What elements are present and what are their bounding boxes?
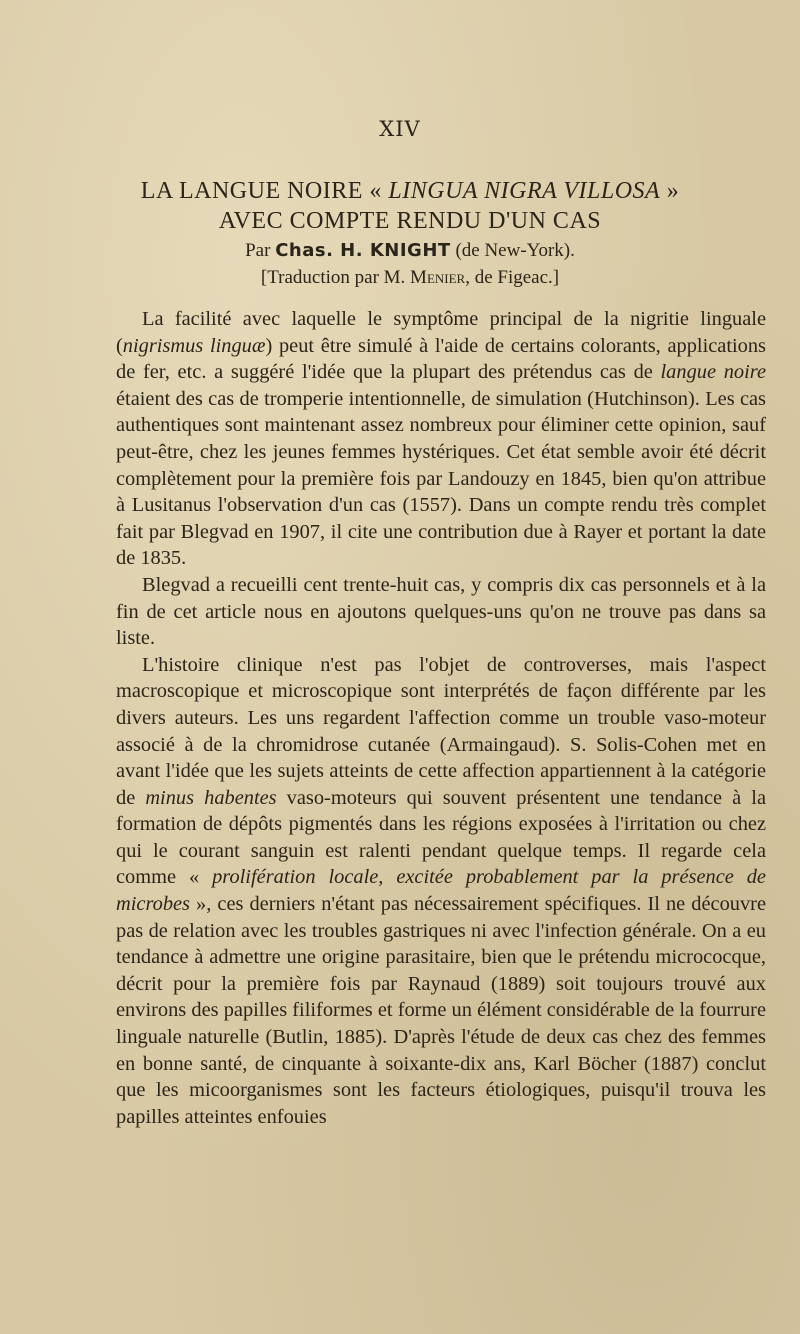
- paragraph-3: [116, 652, 766, 1131]
- paragraph-3-italic-term: minus habentes: [145, 786, 277, 809]
- byline-prefix: Par: [245, 240, 276, 261]
- article-title-line-2: AVEC COMPTE RENDU D'UN CAS: [218, 208, 602, 234]
- title-prefix: LA LANGUE NOIRE «: [140, 178, 389, 204]
- article-header: [110, 176, 710, 292]
- paragraph-1: [116, 306, 766, 572]
- paragraph-3-text-c: vaso-moteurs qui souvent présentent une tendance à la formation de dépôts pigmentés dans les régions exposées à l'irritation ou chez qui le courant sanguin est ralenti pendant quelque temps. Il regarde cela comme «: [116, 786, 767, 889]
- paragraph-3-text-e: », ces derniers n'étant pas nécessairement spécifiques. Il ne découvre pas de relation avec les troubles gastriques ni avec l'infection générale. On a eu tendance à admettre une origine parasitaire, bien que le prétendu micrococque, décrit pour la première fois par Raynaud (1889) soit toujours trouvé aux environs des papilles filiformes et forme un élément considérable de la fourrure linguale naturelle (Butlin, 1885). D'après l'étude de deux cas chez des femmes en bonne santé, de cinquante à soixante-dix ans, Karl Böcher (1887) conclut que les micoorganismes sont les facteurs étiologiques, puisqu'il trouva les papilles atteintes enfouies: [116, 893, 766, 1128]
- author-name: Chas. H. KNIGHT: [275, 240, 451, 261]
- translator-prefix: [Traduction par M.: [260, 267, 411, 288]
- title-italic-latin: LINGUA NIGRA VILLOSA: [388, 178, 661, 204]
- paragraph-1-italic-term: langue noire: [660, 361, 766, 384]
- article-title-line-1: [110, 176, 710, 206]
- paragraph-1-italic-latin: nigrismus linguæ: [122, 334, 266, 357]
- paragraph-3-italic-quote: prolifération locale, excitée probablement par la présence de microbes: [116, 866, 766, 916]
- translator-name: Menier: [410, 267, 466, 288]
- byline: [110, 238, 710, 264]
- byline-suffix: (de New-York).: [450, 240, 575, 261]
- paragraph-1-text-c: ) peut être simulé à l'aide de certains colorants, applications de fer, etc. a suggéré l'idée que la plupart des prétendus cas de: [116, 334, 766, 384]
- paragraph-3-text-a: L'histoire clinique n'est pas l'objet de controverses, mais l'aspect macroscopique et microscopique sont interprétés de façon différente par les divers auteurs. Les uns regardent l'affection comme un trouble vaso-moteur associé à de la chromidrose cutanée (Armaingaud). S. Solis-Cohen met en avant l'idée que les sujets atteints de cette affection appartiennent à la catégorie de: [116, 653, 766, 809]
- paragraph-1-text-e: étaient des cas de tromperie intentionnelle, de simulation (Hutchinson). Les cas authentiques sont maintenant assez nombreux pour éliminer cette opinion, sauf peut-être, chez les jeunes femmes hystériques. Cet état semble avoir été décrit complètement pour la première fois par Landouzy en 1845, bien qu'on attribue à Lusitanus l'observation d'un cas (1557). Dans un compte rendu très complet fait par Blegvad en 1907, il cite une contribution due à Rayer et portant la date de 1835.: [116, 387, 766, 570]
- title-suffix: »: [660, 178, 680, 204]
- article-body: [116, 306, 766, 1130]
- translator-suffix: , de Figeac.]: [465, 267, 560, 288]
- page-number: XIV: [379, 117, 421, 141]
- paragraph-1-text-a: La facilité avec laquelle le symptôme principal de la nigritie linguale (: [116, 308, 766, 357]
- translator-credit: [110, 264, 710, 292]
- paragraph-2: Blegvad a recueilli cent trente-huit cas, y compris dix cas personnels et à la fin de cet article nous en ajoutons quelques-uns qu'on ne trouve pas dans sa liste.: [116, 573, 766, 650]
